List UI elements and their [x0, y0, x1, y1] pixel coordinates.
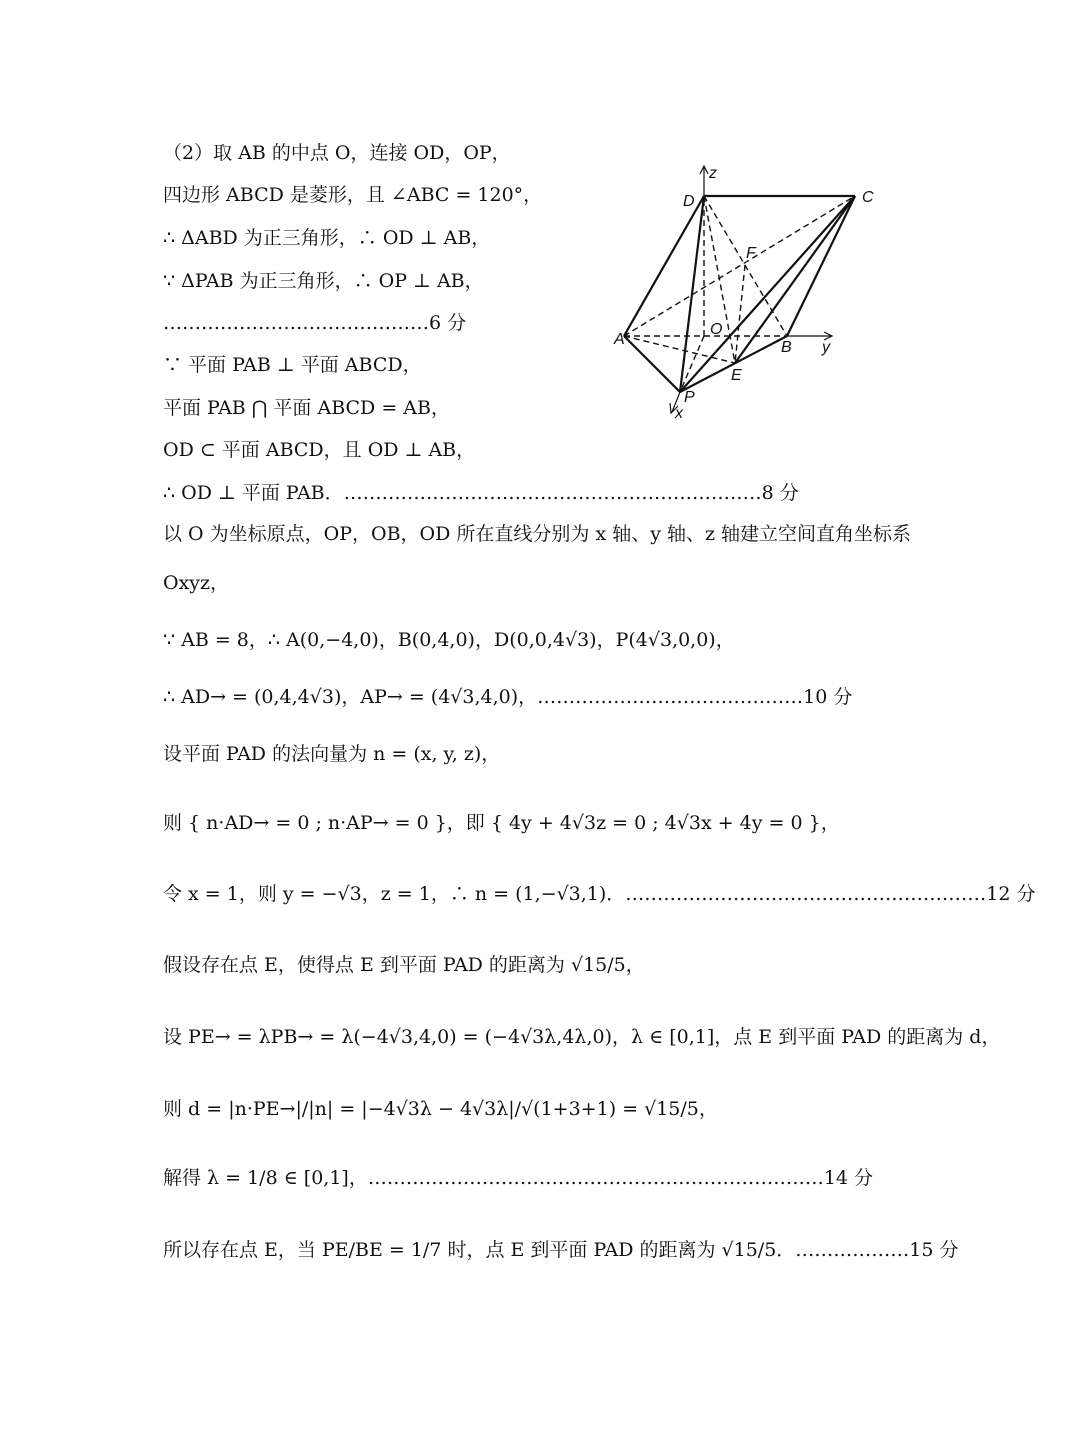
text-line: 设平面 PAD 的法向量为 n = (x, y, z)，: [163, 743, 501, 765]
text-line: ……………………………………6 分: [163, 312, 467, 334]
text-line: 以 O 为坐标原点，OP，OB，OD 所在直线分别为 x 轴、y 轴、z 轴建立空间直角坐标系: [163, 523, 912, 545]
geometry-figure: [600, 160, 900, 425]
edge-EC: [735, 196, 855, 363]
text-line: （2）取 AB 的中点 O，连接 OD，OP，: [163, 142, 511, 164]
edge-AP: [624, 336, 680, 392]
text-line: 四边形 ABCD 是菱形，且 ∠ABC = 120°，: [163, 184, 543, 206]
label-B: B: [781, 339, 792, 356]
text-line: 令 x = 1，则 y = −√3，z = 1，∴ n = (1,−√3,1)．…………………………………………………12 分: [163, 883, 1036, 905]
text-line: 平面 PAB ⋂ 平面 ABCD = AB，: [163, 397, 450, 419]
label-E: E: [731, 367, 742, 384]
text-line: 所以存在点 E，当 PE/BE = 1/7 时，点 E 到平面 PAD 的距离为 √15/5．………………15 分: [163, 1239, 959, 1261]
text-line: 则 d = |n·PE→|/|n| = |−4√3λ − 4√3λ|/√(1+3+1) = √15/5，: [163, 1098, 718, 1120]
label-O: O: [710, 321, 723, 338]
text-line: 解得 λ = 1/8 ∈ [0,1]，………………………………………………………………14 分: [163, 1167, 874, 1189]
text-line: ∵ ΔPAB 为正三角形，∴ OP ⊥ AB，: [163, 270, 484, 292]
text-line: Oxyz，: [163, 572, 230, 594]
text-line: 假设存在点 E，使得点 E 到平面 PAD 的距离为 √15/5，: [163, 954, 645, 976]
edge-AD: [624, 196, 704, 336]
text-line: ∴ AD→ = (0,4,4√3)，AP→ = (4√3,4,0)，……………………………………10 分: [163, 686, 853, 708]
text-line: 则 { n·AD→ = 0 ; n·AP→ = 0 }，即 { 4y + 4√3z = 0 ; 4√3x + 4y = 0 }，: [163, 812, 840, 834]
edge-FE-dashed: [735, 265, 745, 363]
label-P: P: [684, 389, 695, 406]
label-A: A: [614, 331, 625, 348]
text-line: ∴ ΔABD 为正三角形，∴ OD ⊥ AB，: [163, 227, 491, 249]
text-line: ∵ AB = 8，∴ A(0,−4,0)，B(0,4,0)，D(0,0,4√3)，P(4√3,0,0)，: [163, 629, 735, 651]
label-D: D: [683, 193, 695, 210]
text-line: ∵ 平面 PAB ⊥ 平面 ABCD，: [163, 354, 422, 376]
label-z: z: [709, 165, 717, 182]
edge-PC: [680, 196, 855, 392]
text-line: 设 PE→ = λPB→ = λ(−4√3,4,0) = (−4√3λ,4λ,0)，λ ∈ [0,1]，点 E 到平面 PAD 的距离为 d，: [163, 1026, 1001, 1048]
edge-DP: [680, 196, 704, 392]
label-y: y: [822, 339, 830, 356]
label-F: F: [746, 245, 756, 262]
text-line: OD ⊂ 平面 ABCD，且 OD ⊥ AB，: [163, 439, 476, 461]
label-x: x: [675, 405, 683, 422]
text-line: ∴ OD ⊥ 平面 PAB．…………………………………………………………8 分: [163, 482, 799, 504]
label-C: C: [862, 189, 874, 206]
